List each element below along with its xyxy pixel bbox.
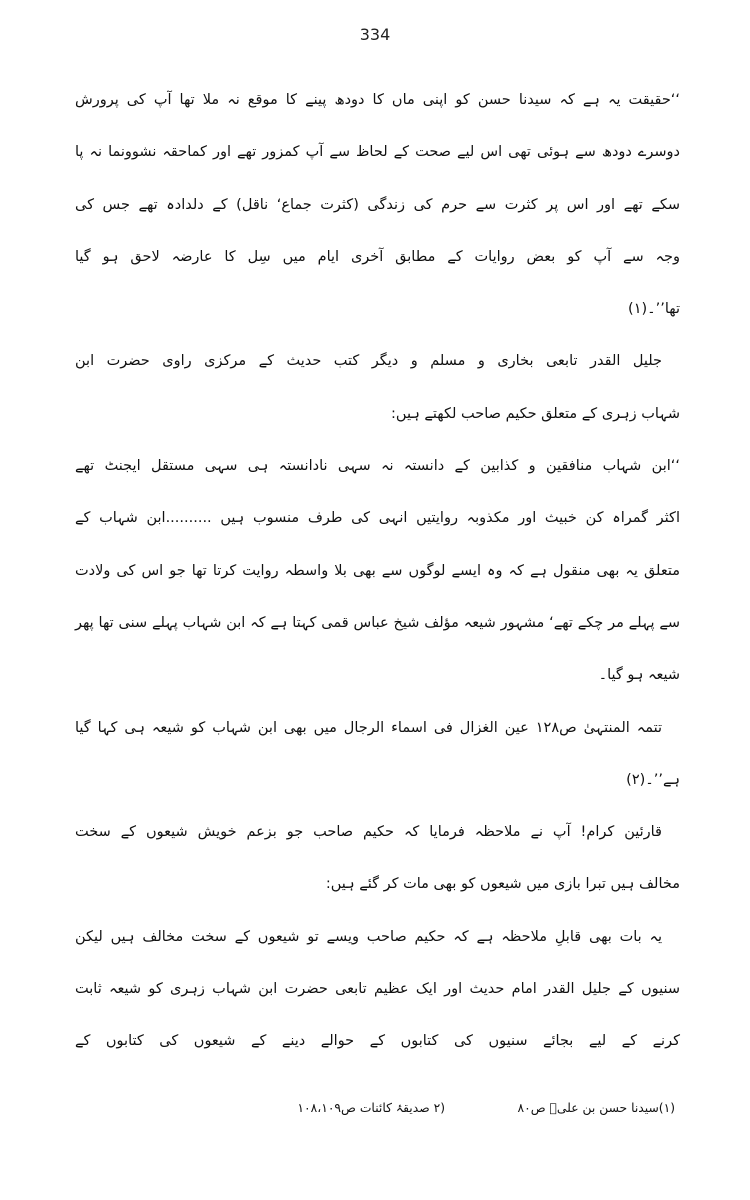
- page-body-text: [75, 74, 680, 1068]
- paragraph-quote-continuation: [75, 702, 680, 807]
- paragraph-zuhri-quote: [75, 440, 680, 701]
- text-line: متعلق یہ بھی منقول ہے کہ وہ ایسے لوگوں سے بھی بلا واسطہ روایت کرتا تھا جو اس کی ولادت: [75, 562, 680, 579]
- text-line: جلیل القدر تابعی بخاری و مسلم و دیگر کتب حدیث کے مرکزی راوی حضرت ابن: [75, 353, 662, 370]
- text-line: سے پہلے مر چکے تھے‘ مشہور شیعہ مؤلف شیخ عباس قمی کہتا ہے کہ ابن شہاب پہلے سنی تھا پھر: [75, 614, 680, 631]
- text-line: تتمہ المنتہیٰ ص۱۲۸ عین الغزال فی اسماء الرجال میں بھی ابن شہاب کو شیعہ ہی کہا گیا: [75, 719, 662, 736]
- footnote-1: (۱)سیدنا حسن بن علیؓ ص۸۰: [517, 1101, 675, 1115]
- text-line: دوسرے دودھ سے ہوئی تھی اس لیے صحت کے لحاظ سے آپ کمزور تھے اور کماحقہ نشوونما نہ پا: [75, 144, 680, 161]
- text-line: تھا’’۔(۱): [628, 301, 680, 318]
- text-line: شیعہ ہو گیا۔: [598, 667, 680, 684]
- text-line: ‘‘حقیقت یہ ہے کہ سیدنا حسن کو اپنی ماں کا دودھ پینے کا موقع نہ ملا تھا آپ کی پرورش: [75, 92, 680, 108]
- paragraph-closing: [75, 911, 680, 1068]
- text-line: ‘‘ابن شہاب منافقین و کذابین کے دانستہ نہ سہی نادانستہ ہی سہی مستقل ایجنٹ تھے: [75, 458, 680, 475]
- text-line: کرنے کے لیے بجائے سنیوں کی کتابوں کے حوالے دینے کے شیعوں کی کتابوں کے: [75, 1033, 680, 1050]
- footnote-2: (۲ صدیقۂ کائنات ص۱۰۸،۱۰۹: [297, 1101, 445, 1115]
- text-line: یہ بات بھی قابلِ ملاحظہ ہے کہ حکیم صاحب ویسے تو شیعوں کے سخت مخالف ہیں لیکن: [75, 928, 662, 945]
- paragraph-hasan-quote: [75, 74, 680, 335]
- footnotes: [75, 1090, 680, 1126]
- text-line: مخالف ہیں تبرا بازی میں شیعوں کو بھی مات کر گئے ہیں:: [325, 876, 680, 893]
- text-line: سکے تھے اور اس پر کثرت سے حرم کی زندگی (کثرت جماع‘ ناقل) کے دلدادہ تھے جس کی: [75, 196, 680, 213]
- page-number: 334: [359, 25, 391, 44]
- text-line: شہاب زہری کے متعلق حکیم صاحب لکھتے ہیں:: [391, 405, 680, 422]
- text-line: وجہ سے آپ کو بعض روایات کے مطابق آخری ایام میں سِل کا عارضہ لاحق ہو گیا: [75, 248, 680, 265]
- text-line: سنیوں کے جلیل القدر امام حدیث اور ایک عظیم تابعی حضرت ابن شہاب زہری کو شیعہ ثابت: [75, 981, 680, 998]
- text-line: قارئین کرام! آپ نے ملاحظہ فرمایا کہ حکیم صاحب جو بزعم خویش شیعوں کے سخت: [75, 824, 662, 841]
- text-line: اکثر گمراہ کن خبیث اور مکذوبہ روایتیں انہی کی طرف منسوب ہیں ..........ابن شہاب کے: [75, 510, 680, 527]
- paragraph-zuhri-intro: [75, 335, 680, 440]
- paragraph-readers-note: [75, 806, 680, 911]
- text-line: ہے’’۔(۲): [626, 771, 680, 788]
